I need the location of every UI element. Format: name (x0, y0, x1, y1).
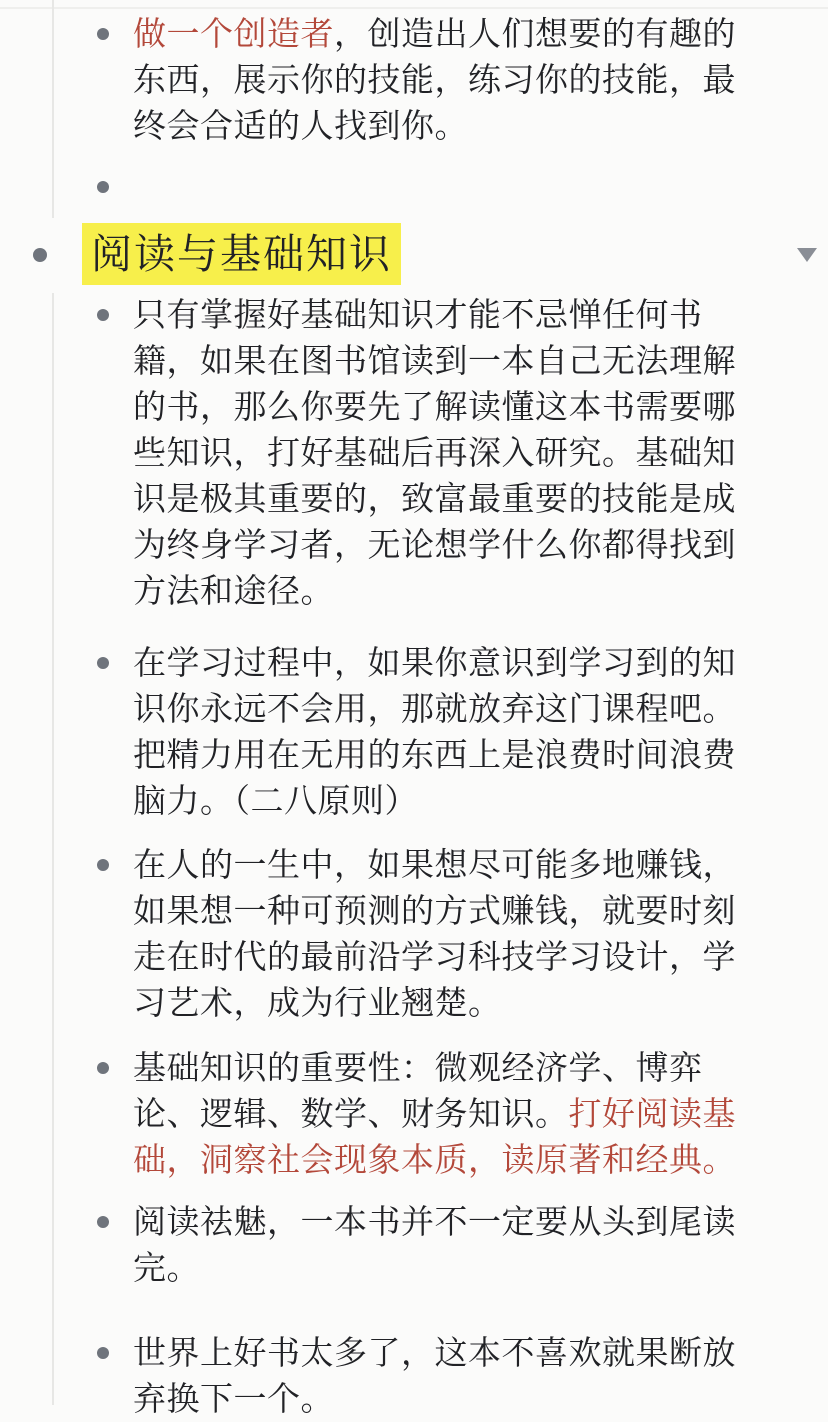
plain-text: 识是极其重要的，致富最重要的技能是成 (133, 480, 736, 517)
plain-text: 基础知识的重要性：微观经济学、博弈 (133, 1049, 703, 1086)
list-item-text[interactable] (133, 842, 773, 1026)
text-line (133, 1091, 773, 1137)
row-separator (0, 7, 828, 9)
text-line (133, 11, 773, 57)
list-item-text[interactable] (133, 640, 773, 824)
plain-text: 阅读祛魅，一本书并不一定要从头到尾读 (133, 1203, 736, 1240)
text-line (133, 1045, 773, 1091)
bullet-dot[interactable] (97, 657, 109, 669)
text-line (133, 640, 773, 686)
indent-guide-line (52, 293, 54, 1405)
list-item-text[interactable] (133, 11, 773, 149)
text-line (133, 292, 773, 338)
plain-text: 习艺术，成为行业翘楚。 (133, 984, 502, 1021)
text-line (133, 568, 773, 614)
plain-text: 走在时代的最前沿学习科技学习设计，学 (133, 938, 736, 975)
plain-text: 在人的一生中，如果想尽可能多地赚钱， (133, 846, 736, 883)
bullet-dot[interactable] (97, 1347, 109, 1359)
text-line (133, 1137, 773, 1183)
plain-text: 在学习过程中，如果你意识到学习到的知 (133, 644, 736, 681)
text-line (133, 103, 773, 149)
plain-text: 把精力用在无用的东西上是浪费时间浪费 (133, 736, 736, 773)
plain-text: 脑力。（二八原则） (133, 782, 418, 819)
plain-text: 些知识，打好基础后再深入研究。基础知 (133, 434, 736, 471)
bullet-dot[interactable] (97, 1216, 109, 1228)
red-emphasis-text: 打好阅读基 (568, 1095, 736, 1132)
text-line (133, 1199, 773, 1245)
text-line (133, 430, 773, 476)
text-line (133, 476, 773, 522)
text-line (133, 57, 773, 103)
plain-text: 方法和途径。 (133, 572, 334, 609)
plain-text: 论、逻辑、数学、财务知识。 (133, 1095, 569, 1132)
red-emphasis-text: 础，洞察社会现象本质，读原著和经典。 (133, 1141, 736, 1178)
plain-text: ，创造出人们想要的有趣的 (334, 15, 736, 52)
section-heading[interactable] (82, 223, 401, 285)
text-line (133, 934, 773, 980)
list-item-text[interactable] (133, 1199, 773, 1291)
bullet-dot[interactable] (97, 1062, 109, 1074)
text-line (133, 1245, 773, 1291)
text-line (133, 686, 773, 732)
text-line (133, 980, 773, 1026)
text-line (133, 778, 773, 824)
text-line (133, 338, 773, 384)
section-heading-text: 阅读与基础知识 (91, 231, 392, 277)
plain-text: 终会合适的人找到你。 (133, 107, 468, 144)
plain-text: 只有掌握好基础知识才能不忌惮任何书 (133, 296, 703, 333)
bullet-dot-empty-item[interactable] (97, 181, 109, 193)
plain-text: 东西，展示你的技能，练习你的技能，最 (133, 61, 736, 98)
text-line (133, 888, 773, 934)
plain-text: 为终身学习者，无论想学什么你都得找到 (133, 526, 736, 563)
list-item-text[interactable] (133, 1045, 773, 1183)
bullet-dot[interactable] (97, 309, 109, 321)
text-line (133, 522, 773, 568)
text-line (133, 1376, 773, 1422)
list-item-text[interactable] (133, 1330, 773, 1422)
plain-text: 世界上好书太多了，这本不喜欢就果断放 (133, 1334, 736, 1371)
text-line (133, 732, 773, 778)
bullet-dot[interactable] (97, 859, 109, 871)
plain-text: 如果想一种可预测的方式赚钱，就要时刻 (133, 892, 736, 929)
text-line (133, 1330, 773, 1376)
plain-text: 识你永远不会用，那就放弃这门课程吧。 (133, 690, 736, 727)
red-emphasis-text: 做一个创造者 (133, 15, 334, 52)
bullet-dot-heading[interactable] (33, 248, 47, 262)
indent-guide-line (52, 0, 54, 218)
plain-text: 弃换下一个。 (133, 1380, 334, 1417)
plain-text: 完。 (133, 1249, 200, 1286)
plain-text: 籍，如果在图书馆读到一本自己无法理解 (133, 342, 736, 379)
collapse-chevron-icon[interactable] (797, 248, 817, 262)
list-item-text[interactable] (133, 292, 773, 614)
plain-text: 的书，那么你要先了解读懂这本书需要哪 (133, 388, 736, 425)
bullet-dot[interactable] (97, 28, 109, 40)
text-line (133, 384, 773, 430)
text-line (133, 842, 773, 888)
